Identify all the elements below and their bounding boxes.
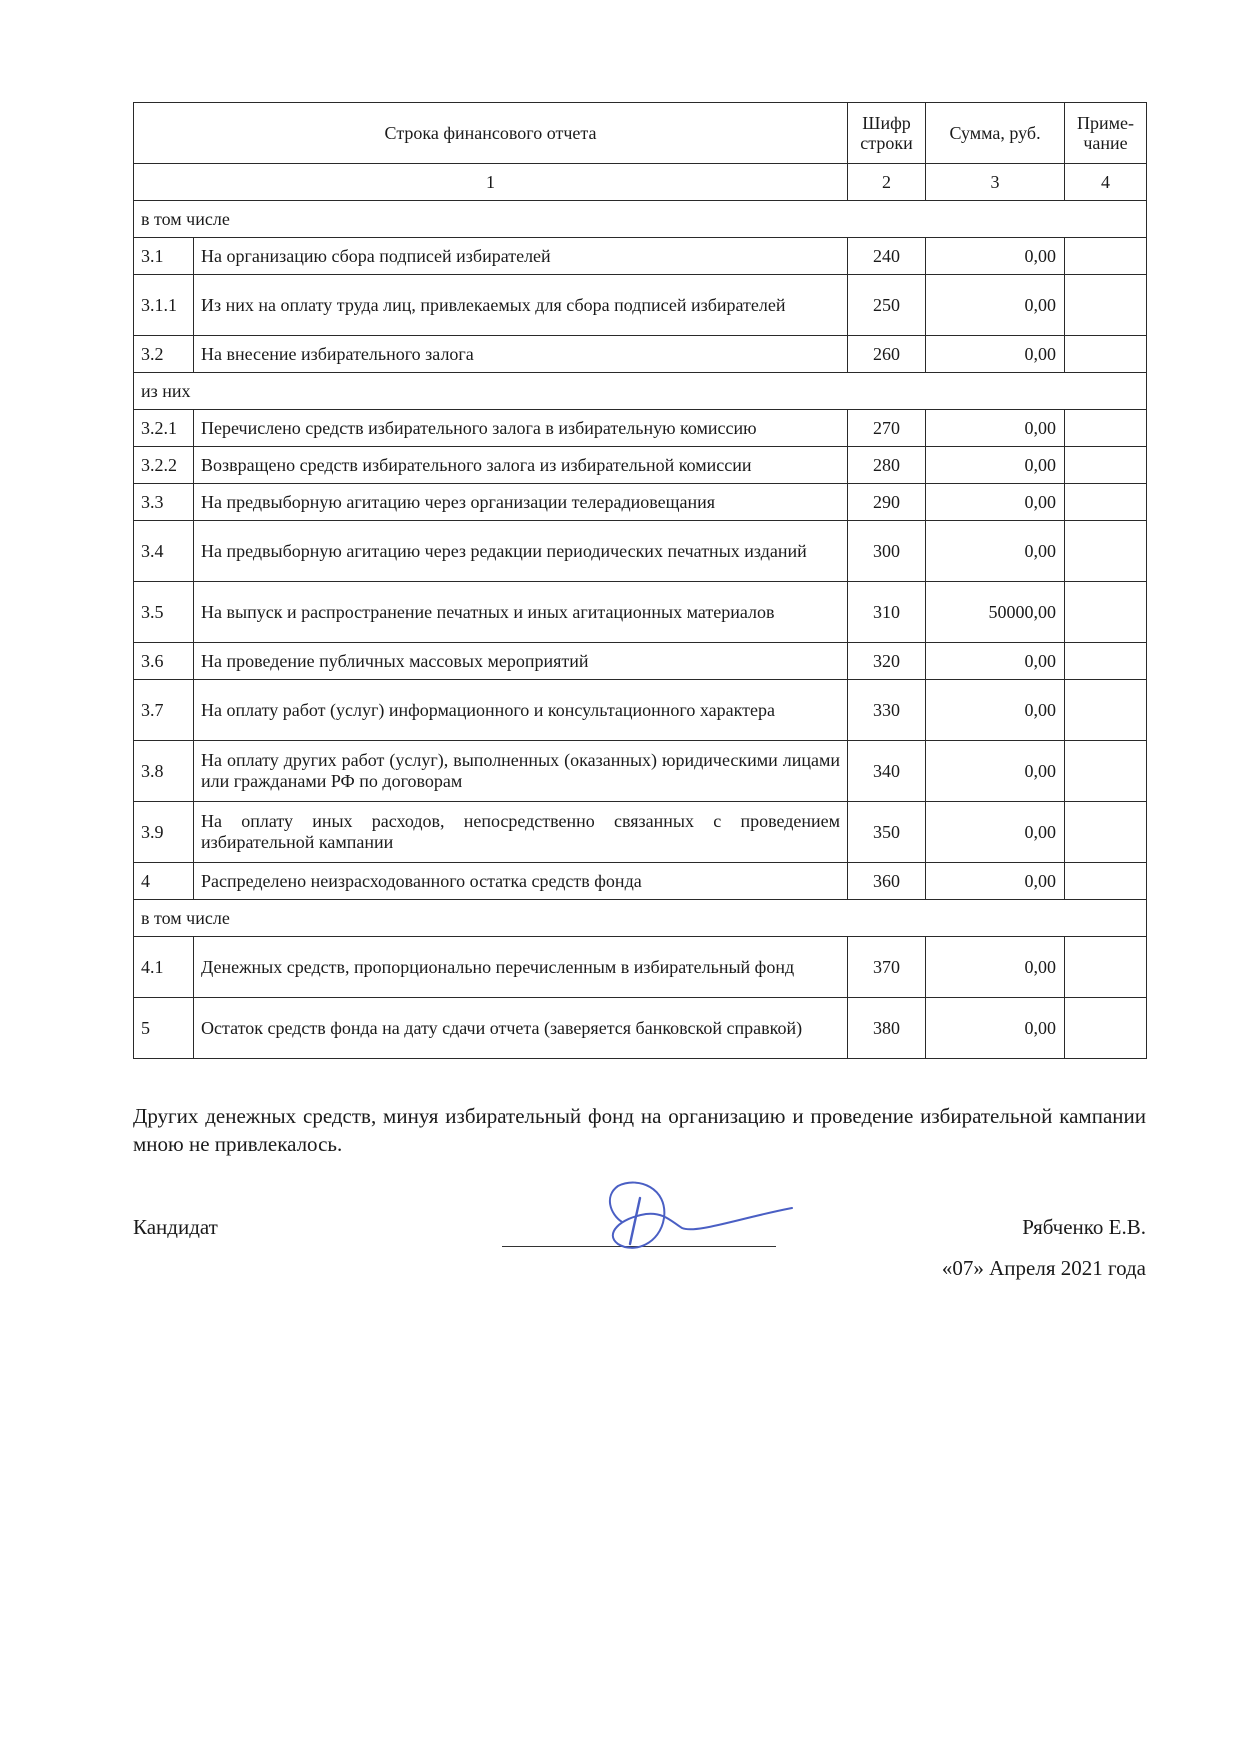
header-note-1: Приме- [1077,113,1135,133]
row-number: 3.2 [134,336,194,373]
table-row [134,680,1147,741]
row-code: 340 [848,741,926,802]
row-note [1065,937,1147,998]
section-row [134,900,1147,937]
row-sum: 0,00 [926,238,1065,275]
row-note [1065,484,1147,521]
column-number: 2 [848,164,926,201]
row-code: 270 [848,410,926,447]
table-body [134,201,1147,1059]
row-number: 3.2.1 [134,410,194,447]
table-row [134,484,1147,521]
row-number: 3.9 [134,802,194,863]
header-note [1065,103,1147,164]
table-row [134,741,1147,802]
row-number: 3.5 [134,582,194,643]
section-row [134,201,1147,238]
header-sum: Сумма, руб. [926,103,1065,164]
row-description: Распределено неизрасходованного остатка средств фонда [194,863,848,900]
row-code: 300 [848,521,926,582]
row-note [1065,863,1147,900]
row-note [1065,521,1147,582]
financial-report-table [133,102,1147,1059]
section-label: в том числе [134,900,1147,937]
column-number: 3 [926,164,1065,201]
table-row [134,410,1147,447]
row-number: 3.2.2 [134,447,194,484]
row-sum: 0,00 [926,741,1065,802]
row-sum: 0,00 [926,998,1065,1059]
column-number: 4 [1065,164,1147,201]
row-code: 240 [848,238,926,275]
section-label: из них [134,373,1147,410]
table-row [134,275,1147,336]
row-code: 250 [848,275,926,336]
row-sum: 0,00 [926,336,1065,373]
row-description: Из них на оплату труда лиц, привлекаемых для сбора подписей избирателей [194,275,848,336]
row-description: На выпуск и распространение печатных и иных агитационных материалов [194,582,848,643]
row-number: 5 [134,998,194,1059]
header-report-line: Строка финансового отчета [134,103,848,164]
handwritten-signature-icon [560,1178,800,1258]
table-row [134,802,1147,863]
row-note [1065,582,1147,643]
row-note [1065,410,1147,447]
row-note [1065,741,1147,802]
table-header-row [134,103,1147,164]
row-number: 4.1 [134,937,194,998]
table-row [134,238,1147,275]
row-note [1065,643,1147,680]
statement-paragraph: Других денежных средств, минуя избирательный фонд на организацию и проведение избирательной кампании мною не привлекалось. [133,1104,1146,1156]
row-code: 370 [848,937,926,998]
table-row [134,863,1147,900]
row-description: На внесение избирательного залога [194,336,848,373]
row-sum: 0,00 [926,802,1065,863]
row-code: 360 [848,863,926,900]
table-row [134,336,1147,373]
row-code: 260 [848,336,926,373]
row-description: На оплату работ (услуг) информационного и консультационного характера [194,680,848,741]
row-sum: 0,00 [926,863,1065,900]
row-code: 320 [848,643,926,680]
row-description: Перечислено средств избирательного залога в избирательную комиссию [194,410,848,447]
row-code: 280 [848,447,926,484]
row-number: 3.6 [134,643,194,680]
section-label: в том числе [134,201,1147,238]
row-description: На организацию сбора подписей избирателей [194,238,848,275]
row-note [1065,998,1147,1059]
signature-stroke [630,1198,640,1244]
row-number: 3.1 [134,238,194,275]
header-line-code-1: Шифр [862,113,911,133]
row-description: На предвыборную агитацию через редакции периодических печатных изданий [194,521,848,582]
candidate-name: Рябченко Е.В. [1022,1215,1146,1239]
row-code: 380 [848,998,926,1059]
row-number: 3.7 [134,680,194,741]
row-number: 3.1.1 [134,275,194,336]
signature-date: «07» Апреля 2021 года [941,1256,1146,1280]
row-number: 3.4 [134,521,194,582]
column-number-row [134,164,1147,201]
row-note [1065,802,1147,863]
row-sum: 0,00 [926,937,1065,998]
header-note-2: чание [1083,133,1128,153]
row-description: На оплату иных расходов, непосредственно связанных с проведением избирательной кампании [194,802,848,863]
row-sum: 50000,00 [926,582,1065,643]
table-row [134,937,1147,998]
row-description: На предвыборную агитацию через организации телерадиовещания [194,484,848,521]
table-row [134,998,1147,1059]
row-description: Возвращено средств избирательного залога из избирательной комиссии [194,447,848,484]
row-sum: 0,00 [926,643,1065,680]
row-description: Остаток средств фонда на дату сдачи отчета (заверяется банковской справкой) [194,998,848,1059]
table-row [134,521,1147,582]
row-number: 3.3 [134,484,194,521]
section-row [134,373,1147,410]
row-sum: 0,00 [926,521,1065,582]
row-description: На проведение публичных массовых мероприятий [194,643,848,680]
row-sum: 0,00 [926,680,1065,741]
row-description: На оплату других работ (услуг), выполненных (оказанных) юридическими лицами или гражданами РФ по договорам [194,741,848,802]
row-sum: 0,00 [926,484,1065,521]
table-row [134,447,1147,484]
row-sum: 0,00 [926,410,1065,447]
candidate-label: Кандидат [133,1215,218,1239]
row-code: 350 [848,802,926,863]
column-number: 1 [134,164,848,201]
row-code: 290 [848,484,926,521]
row-note [1065,680,1147,741]
header-line-code [848,103,926,164]
row-note [1065,275,1147,336]
row-note [1065,336,1147,373]
header-line-code-2: строки [860,133,913,153]
row-code: 310 [848,582,926,643]
row-sum: 0,00 [926,447,1065,484]
row-description: Денежных средств, пропорционально перечисленным в избирательный фонд [194,937,848,998]
row-note [1065,447,1147,484]
row-sum: 0,00 [926,275,1065,336]
row-number: 3.8 [134,741,194,802]
table-row [134,643,1147,680]
row-number: 4 [134,863,194,900]
table-row [134,582,1147,643]
row-code: 330 [848,680,926,741]
row-note [1065,238,1147,275]
